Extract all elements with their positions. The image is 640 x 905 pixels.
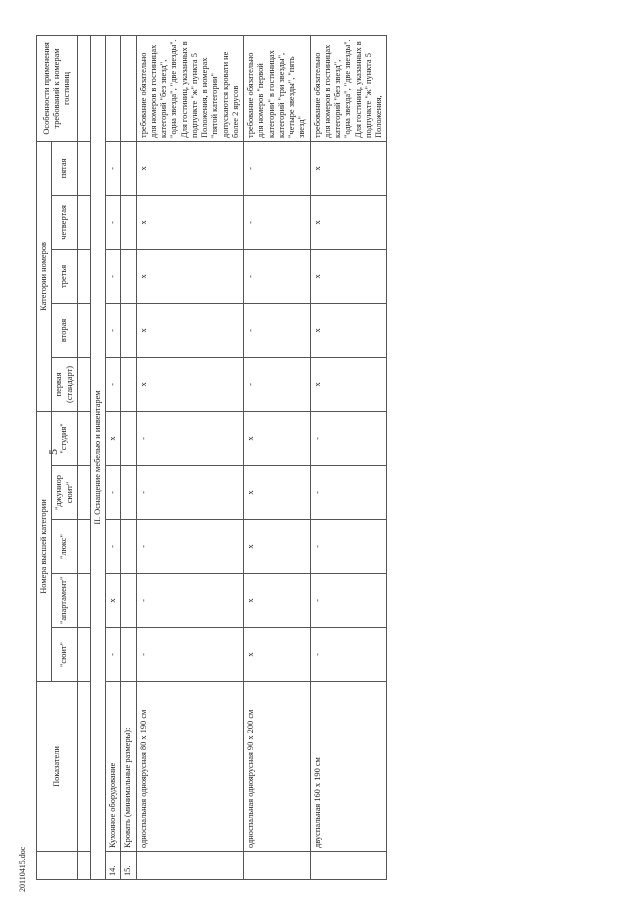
row-label: Кровать (минимальные размеры):	[121, 682, 136, 852]
mark-cell: -	[136, 520, 244, 574]
table-row	[244, 36, 311, 880]
col-header-second: вторая	[52, 303, 78, 357]
mark-cell: x	[106, 411, 121, 465]
mark-cell	[121, 249, 136, 303]
row-number	[244, 852, 311, 880]
mark-cell	[121, 466, 136, 520]
mark-cell: -	[244, 249, 311, 303]
mark-cell: -	[106, 249, 121, 303]
mark-cell: x	[244, 574, 311, 628]
mark-cell: x	[106, 574, 121, 628]
mark-cell	[121, 357, 136, 411]
mark-cell: -	[106, 357, 121, 411]
mark-cell: -	[310, 466, 387, 520]
row-number	[136, 852, 244, 880]
mark-cell: -	[310, 574, 387, 628]
mark-cell	[121, 411, 136, 465]
requirements-table	[36, 35, 387, 880]
mark-cell: x	[136, 357, 244, 411]
mark-cell: x	[244, 628, 311, 682]
row-label: односпальная одноярусная 90 х 200 см	[244, 682, 311, 852]
mark-cell: -	[106, 141, 121, 195]
mark-cell: -	[106, 520, 121, 574]
col-header-first: первая (стандарт)	[52, 357, 78, 411]
file-name: 20110415.doc	[18, 846, 27, 892]
mark-cell: x	[244, 411, 311, 465]
features-header: Особенности применения требований к номерам гостиниц	[37, 36, 78, 142]
mark-cell: x	[136, 249, 244, 303]
higher-category-header: Номера высшей категории	[37, 411, 52, 681]
mark-cell: -	[106, 195, 121, 249]
mark-cell	[121, 303, 136, 357]
col-header-lux: "люкс"	[52, 520, 78, 574]
table-row	[121, 36, 136, 880]
col-header-suite: "сюит"	[52, 628, 78, 682]
mark-cell: -	[310, 520, 387, 574]
col-header-junior-suite: "джуниор сюит"	[52, 466, 78, 520]
row-label: двуспальная 160 х 190 см	[310, 682, 387, 852]
mark-cell: x	[136, 195, 244, 249]
mark-cell: -	[106, 303, 121, 357]
mark-cell: -	[106, 466, 121, 520]
row-note: требование обязательно для номеров в гостиницах категорий "без звезд", "одна звезда", "две звезды". Для гостиниц, указанных в подпункте "ж" пункта 5 Положения, в номерах "пятой категории" допускаются кровати не более 2 ярусов	[136, 36, 244, 142]
mark-cell: -	[136, 411, 244, 465]
col-header-fifth: пятая	[52, 141, 78, 195]
col-header-studio: "студия"	[52, 411, 78, 465]
mark-cell: -	[136, 574, 244, 628]
mark-cell: x	[244, 466, 311, 520]
indicators-header: Показатели	[37, 682, 78, 852]
row-number	[310, 852, 387, 880]
mark-cell	[121, 141, 136, 195]
header-row-group	[37, 36, 52, 880]
mark-cell: x	[310, 303, 387, 357]
mark-cell: x	[310, 195, 387, 249]
mark-cell	[121, 574, 136, 628]
mark-cell: -	[136, 628, 244, 682]
table-row	[136, 36, 244, 880]
row-label: односпальная одноярусная 80 х 190 см	[136, 682, 244, 852]
table-row	[310, 36, 387, 880]
mark-cell	[121, 520, 136, 574]
mark-cell: x	[244, 520, 311, 574]
section-row	[90, 36, 105, 880]
mark-cell: x	[136, 141, 244, 195]
room-categories-header: Категории номеров	[37, 141, 52, 411]
page-number: 5	[46, 449, 60, 455]
row-number: 14.	[106, 852, 121, 880]
mark-cell: -	[244, 141, 311, 195]
row-number: 15.	[121, 852, 136, 880]
mark-cell: -	[310, 628, 387, 682]
row-note	[106, 36, 121, 142]
section-title: II. Оснащение мебелью и инвентарем	[90, 36, 105, 880]
mark-cell: -	[310, 411, 387, 465]
mark-cell: -	[106, 628, 121, 682]
mark-cell	[121, 195, 136, 249]
spacer-row	[77, 36, 90, 880]
row-note: требование обязательно для номеров "первой категории" в гостиницах категорий "три звезды", "четыре звезды", "пять звезд"	[244, 36, 311, 142]
mark-cell: x	[310, 249, 387, 303]
mark-cell: -	[136, 466, 244, 520]
col-header-third: третья	[52, 249, 78, 303]
mark-cell: x	[136, 303, 244, 357]
mark-cell: -	[244, 195, 311, 249]
row-label: Кухонное оборудование	[106, 682, 121, 852]
mark-cell: -	[244, 303, 311, 357]
mark-cell: x	[310, 357, 387, 411]
row-note	[121, 36, 136, 142]
mark-cell: x	[310, 141, 387, 195]
col-header-fourth: четвертая	[52, 195, 78, 249]
table-row	[106, 36, 121, 880]
num-header	[37, 852, 78, 880]
row-note: требование обязательно для номеров в гостиницах категорий "без звезд", "одна звезда", "две звезды". Для гостиниц, указанных в подпункте "ж" пункта 5 Положения,	[310, 36, 387, 142]
mark-cell	[121, 628, 136, 682]
document-page	[36, 35, 606, 880]
col-header-apartment: "апартамент"	[52, 574, 78, 628]
mark-cell: -	[244, 357, 311, 411]
